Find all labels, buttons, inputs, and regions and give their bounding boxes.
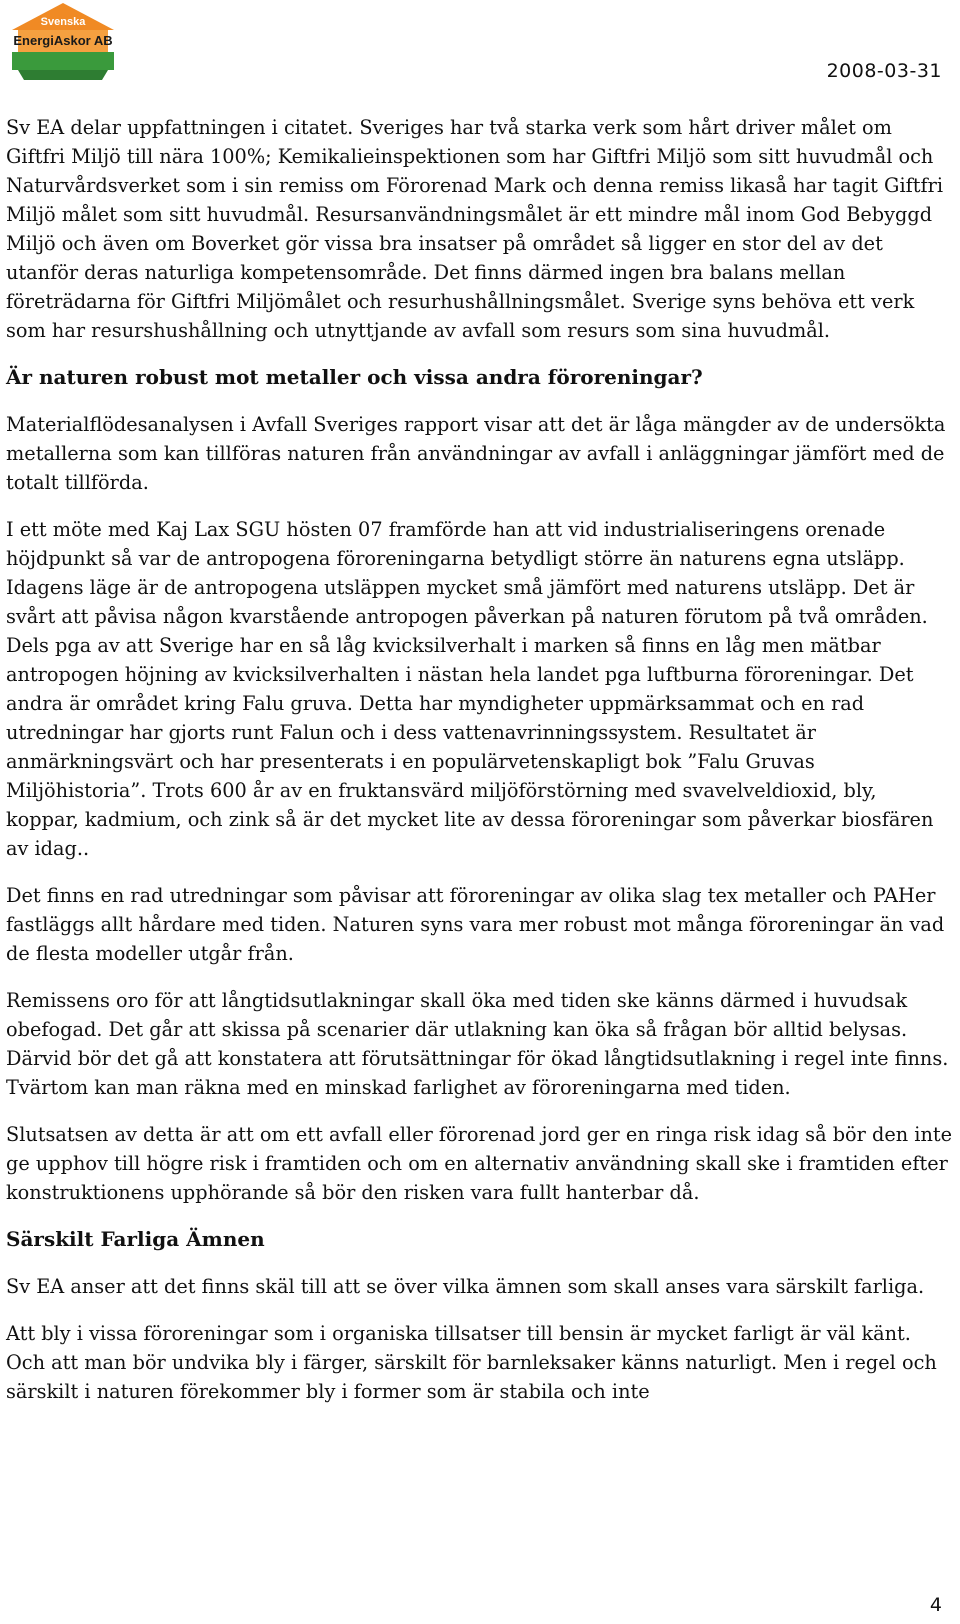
logo-text-bottom: EnergiAskor AB bbox=[13, 33, 113, 48]
paragraph: Sv EA delar uppfattningen i citatet. Sveriges har två starka verk som hårt driver målet om Giftfri Miljö till nära 100%; Kemikalieinspektionen som har Giftfri Miljö som sitt huvudmål och Naturvårdsverket som i sin remiss om Förorenad Mark och denna remiss likaså har tagit Giftfri Miljö målet som sitt huvudmål. Resursanvändningsmålet är ett mindre mål inom God Bebyggd Miljö och även om Boverket gör vissa bra insatser på området så ligger en stor del av det utanför deras naturliga kompetensområde. Det finns därmed ingen bra balans mellan företrädarna för Giftfri Miljömålet och resurhushållningsmålet. Sverige syns behöva ett verk som har resurshushållning och utnyttjande av avfall som resurs som sina huvudmål. bbox=[6, 116, 944, 342]
paragraph: Det finns en rad utredningar som påvisar att föroreningar av olika slag tex metaller och PAHer fastläggs allt hårdare med tiden. Naturen syns vara mer robust mot många föroreningar än vad de flesta modeller utgår från. bbox=[6, 884, 945, 965]
logo-text-top: Svenska bbox=[40, 16, 86, 28]
paragraph: Sv EA anser att det finns skäl till att se över vilka ämnen som skall anses vara särskilt farliga. bbox=[6, 1275, 925, 1298]
paragraph: Slutsatsen av detta är att om ett avfall eller förorenad jord ger en ringa risk idag så bör den inte ge upphov till högre risk i framtiden och om en alternativ användning skall ske i framtiden efter konstruktionens upphörande så bör den risken vara fullt hanterbar då. bbox=[6, 1123, 953, 1204]
section-heading: Är naturen robust mot metaller och vissa andra föroreningar? bbox=[6, 365, 703, 389]
paragraph: Materialflödesanalysen i Avfall Sveriges rapport visar att det är låga mängder av de undersökta metallerna som kan tillföras naturen från användningar av avfall i anläggningar jämfört med de totalt tillförda. bbox=[6, 413, 946, 494]
paragraph: I ett möte med Kaj Lax SGU hösten 07 framförde han att vid industrialiseringens orenade höjdpunkt så var de antropogena föroreningarna betydligt större än naturens egna utsläpp. Idagens läge är de antropogena utsläppen mycket små jämfört med naturens utsläpp. Det är svårt att påvisa någon kvarstående antropogen påverkan på naturen förutom på två områden. Dels pga av att Sverige har en så låg kvicksilverhalt i marken så finns en låg men mätbar antropogen höjning av kvicksilverhalten i nästan hela landet pga luftburna föroreningar. Det andra är området kring Falu gruva. Detta har myndigheter uppmärksammat och en rad utredningar har gjorts runt Falun och i dess vattenavrinningssystem. Resultatet är anmärkningsvärt och har presenterats i en populärvetenskapligt bok ”Falu Gruvas Miljöhistoria”. Trots 600 år av en fruktansvärd miljöförstörning med svavelveldioxid, bly, koppar, kadmium, och zink så är det mycket lite av dessa föroreningar som påverkar biosfären av idag.. bbox=[6, 518, 934, 860]
paragraph: Remissens oro för att långtidsutlakningar skall öka med tiden ske känns därmed i huvudsak obefogad. Det går att skissa på scenarier där utlakning kan öka så frågan bör alltid belysas. Därvid bör det gå att konstatera att förutsättningar för ökad långtidsutlakning i regel inte finns. Tvärtom kan man räkna med en minskad farlighet av föroreningarna med tiden. bbox=[6, 989, 949, 1099]
paragraph: Att bly i vissa föroreningar som i organiska tillsatser till bensin är mycket farligt är väl känt. Och att man bör undvika bly i färger, särskilt för barnleksaker känns naturligt. Men i regel och särskilt i naturen förekommer bly i former som är stabila och inte bbox=[6, 1322, 937, 1403]
company-logo bbox=[4, 0, 122, 82]
document-body bbox=[6, 113, 954, 1424]
page-number: 4 bbox=[929, 1594, 942, 1616]
section-heading: Särskilt Farliga Ämnen bbox=[6, 1227, 265, 1251]
document-date: 2008-03-31 bbox=[826, 60, 942, 82]
